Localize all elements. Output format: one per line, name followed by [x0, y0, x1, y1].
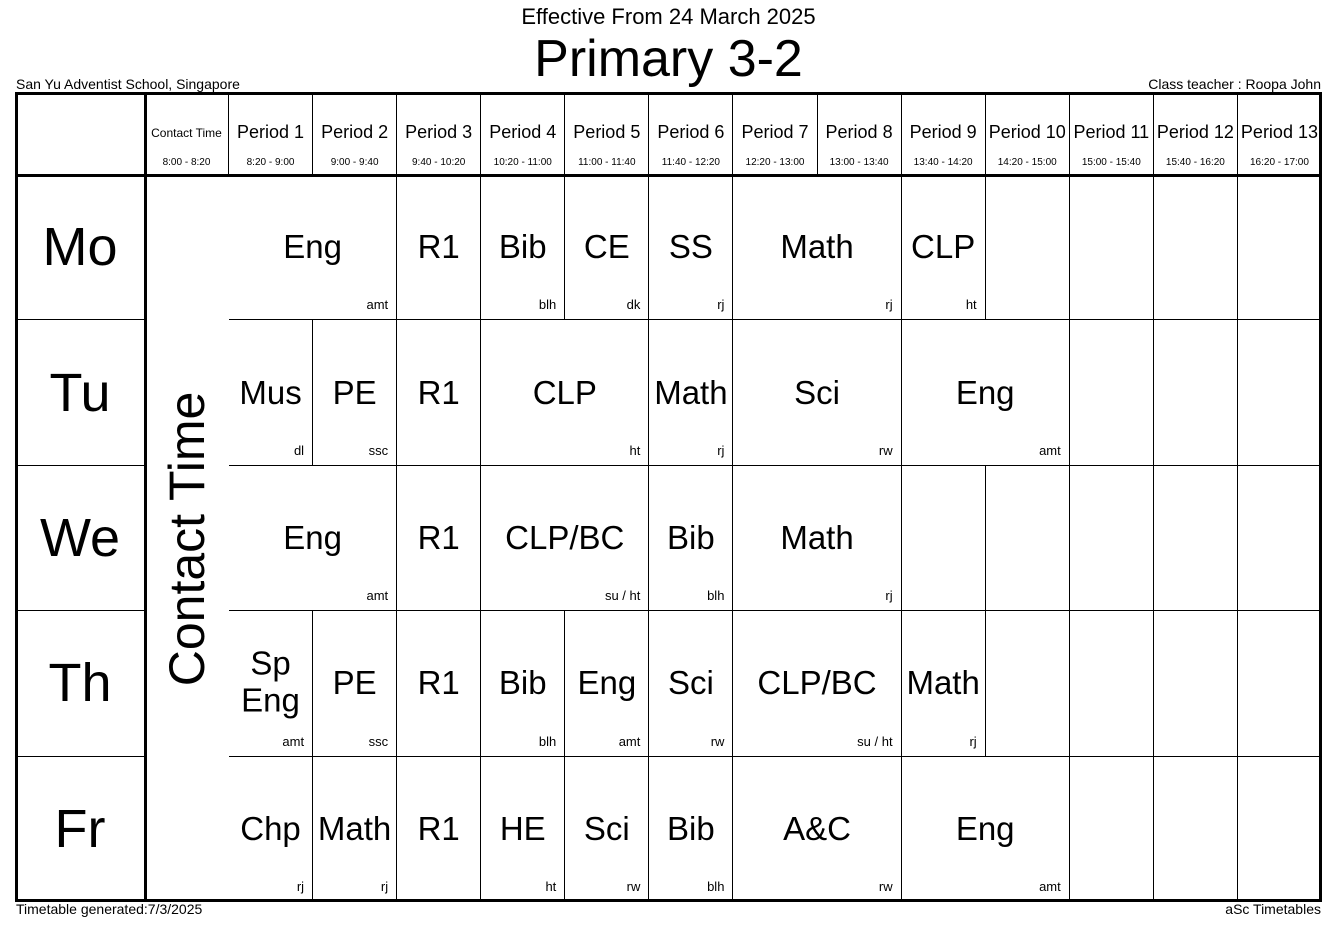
lesson-cell[interactable] — [902, 320, 1070, 465]
lesson-cell[interactable] — [229, 466, 397, 611]
lesson-subject: R1 — [417, 518, 460, 556]
period-name: Period 13 — [1240, 122, 1318, 142]
lesson-teacher: rj — [717, 442, 725, 458]
empty-slot — [1070, 320, 1154, 465]
lesson-subject: R1 — [417, 664, 460, 702]
grid-border — [15, 92, 1322, 95]
lesson-cell[interactable] — [649, 757, 733, 902]
lesson-cell[interactable] — [733, 757, 901, 902]
lesson-subject: PE — [332, 664, 377, 702]
lesson-subject: Eng — [577, 664, 637, 702]
class-teacher: Class teacher : Roopa John — [1148, 76, 1321, 92]
period-name: Period 10 — [988, 122, 1066, 142]
lesson-subject: Bib — [667, 809, 715, 847]
lesson-teacher: su / ht — [857, 733, 893, 749]
empty-slot — [1238, 757, 1322, 902]
lesson-teacher: rj — [717, 297, 725, 313]
lesson-subject: Chp — [240, 809, 301, 847]
lesson-cell[interactable] — [313, 757, 397, 902]
period-time: 15:40 - 16:20 — [1165, 157, 1225, 168]
period-name: Period 5 — [573, 122, 641, 142]
lesson-teacher: amt — [618, 733, 641, 749]
lesson-subject: Bib — [498, 664, 547, 702]
empty-slot — [1238, 175, 1322, 320]
lesson-teacher: amt — [1039, 878, 1061, 894]
day-label: Mo — [15, 175, 145, 320]
lesson-cell[interactable] — [733, 611, 901, 756]
lesson-cell[interactable] — [649, 320, 733, 465]
lesson-cell[interactable] — [229, 611, 313, 756]
grid-border — [15, 174, 1322, 177]
day-label: Tu — [15, 320, 145, 465]
lesson-subject: CE — [583, 227, 630, 265]
period-time: 12:20 - 13:00 — [745, 157, 805, 168]
period-name: Period 6 — [657, 122, 725, 142]
day-label: Fr — [15, 757, 145, 902]
lesson-subject: Sci — [583, 809, 630, 847]
period-time: 15:00 - 15:40 — [1081, 157, 1141, 168]
empty-slot — [986, 611, 1070, 756]
period-header — [1154, 92, 1238, 175]
lesson-cell[interactable] — [229, 175, 397, 320]
lesson-cell[interactable] — [649, 611, 733, 756]
lesson-cell[interactable] — [481, 320, 649, 465]
day-label: We — [15, 466, 145, 611]
period-time: 16:20 - 17:00 — [1249, 157, 1309, 168]
lesson-teacher: rj — [380, 878, 389, 894]
lesson-cell[interactable] — [565, 611, 649, 756]
lesson-cell[interactable] — [313, 320, 397, 465]
lesson-cell[interactable] — [397, 757, 481, 902]
lesson-cell[interactable] — [733, 175, 901, 320]
period-name: Period 1 — [237, 122, 305, 142]
lesson-teacher: ssc — [368, 733, 389, 749]
lesson-cell[interactable] — [565, 757, 649, 902]
lesson-cell[interactable] — [649, 466, 733, 611]
period-name: Period 11 — [1073, 122, 1150, 142]
day-label: Th — [15, 611, 145, 756]
period-name: Period 9 — [909, 122, 977, 142]
lesson-subject: Bib — [667, 518, 715, 556]
lesson-teacher: rw — [710, 733, 725, 749]
period-time: 14:20 - 15:00 — [997, 157, 1057, 168]
period-header — [229, 92, 313, 175]
lesson-subject: Sci — [794, 373, 840, 411]
contact-time-column — [145, 175, 229, 902]
lesson-subject: Eng — [283, 227, 342, 265]
lesson-cell[interactable] — [397, 175, 481, 320]
generated-date: Timetable generated:7/3/2025 — [16, 901, 203, 917]
empty-slot — [1070, 757, 1154, 902]
lesson-teacher: rj — [969, 733, 977, 749]
period-header — [481, 92, 565, 175]
lesson-teacher: amt — [366, 588, 389, 604]
effective-date: Effective From 24 March 2025 — [521, 4, 816, 29]
period-header — [902, 92, 986, 175]
period-time: 8:00 - 8:20 — [162, 157, 211, 168]
empty-slot — [1070, 175, 1154, 320]
lesson-cell[interactable] — [902, 757, 1070, 902]
period-header — [1070, 92, 1154, 175]
lesson-teacher: rw — [626, 878, 641, 894]
period-header — [986, 92, 1070, 175]
lesson-subject: CLP/BC — [505, 518, 625, 556]
lesson-cell[interactable] — [649, 175, 733, 320]
lesson-subject: Bib — [498, 227, 547, 265]
lesson-subject: R1 — [417, 809, 460, 847]
period-name: Period 12 — [1156, 122, 1234, 142]
lesson-cell[interactable] — [397, 466, 481, 611]
lesson-subject: A&C — [783, 809, 851, 847]
period-header — [818, 92, 902, 175]
lesson-subject: Math — [780, 227, 854, 265]
lesson-cell[interactable] — [481, 466, 649, 611]
lesson-teacher: dl — [293, 442, 305, 458]
lesson-cell[interactable] — [397, 611, 481, 756]
lesson-teacher: rw — [878, 442, 893, 458]
empty-slot — [902, 466, 986, 611]
lesson-teacher: ssc — [368, 442, 389, 458]
lesson-cell[interactable] — [565, 175, 649, 320]
period-name: Period 3 — [405, 122, 473, 142]
lesson-cell[interactable] — [481, 757, 565, 902]
lesson-cell[interactable] — [313, 611, 397, 756]
empty-slot — [1154, 757, 1238, 902]
period-name: Period 7 — [741, 122, 809, 142]
period-time: 11:40 - 12:20 — [661, 157, 720, 168]
lesson-teacher: ht — [629, 442, 641, 458]
lesson-teacher: ht — [545, 878, 557, 894]
period-header — [1238, 92, 1322, 175]
lesson-subject: CLP/BC — [757, 664, 877, 702]
lesson-teacher: rw — [878, 878, 893, 894]
period-time: 10:20 - 11:00 — [493, 157, 552, 168]
empty-slot — [1154, 466, 1238, 611]
period-header — [649, 92, 733, 175]
period-time: 13:40 - 14:20 — [913, 157, 973, 168]
lesson-teacher: amt — [1039, 442, 1061, 458]
lesson-subject: Math — [654, 373, 728, 411]
lesson-teacher: ht — [965, 297, 977, 313]
lesson-subject: Math — [780, 518, 854, 556]
lesson-subject: Eng — [283, 518, 342, 556]
lesson-cell[interactable] — [397, 320, 481, 465]
lesson-teacher: blh — [707, 588, 725, 604]
contact-time-label: Contact Time — [159, 391, 215, 686]
lesson-cell[interactable] — [229, 757, 313, 902]
lesson-subject: PE — [332, 373, 377, 411]
lesson-subject: Math — [906, 664, 980, 702]
empty-slot — [1070, 611, 1154, 756]
lesson-teacher: blh — [538, 733, 557, 749]
lesson-subject: CLP — [532, 373, 597, 411]
lesson-subject: HE — [499, 809, 546, 847]
lesson-teacher: amt — [366, 297, 389, 313]
grid-border — [1319, 92, 1322, 902]
empty-slot — [1238, 320, 1322, 465]
lesson-subject: Eng — [955, 809, 1015, 847]
lesson-teacher: dk — [626, 297, 641, 313]
empty-slot — [1238, 611, 1322, 756]
lesson-teacher: rj — [296, 878, 305, 894]
timetable-grid — [15, 92, 1322, 902]
lesson-cell[interactable] — [902, 175, 986, 320]
page-title: Primary 3-2 — [534, 30, 803, 88]
lesson-subject: Sci — [667, 664, 714, 702]
lesson-subject: Sp Eng — [241, 644, 300, 719]
period-header — [397, 92, 481, 175]
lesson-cell[interactable] — [733, 320, 901, 465]
lesson-subject: R1 — [417, 373, 460, 411]
lesson-cell[interactable] — [229, 320, 313, 465]
empty-slot — [1154, 320, 1238, 465]
period-time: 8:20 - 9:00 — [246, 157, 295, 168]
lesson-teacher: blh — [538, 297, 557, 313]
lesson-subject: Eng — [955, 373, 1015, 411]
lesson-cell[interactable] — [733, 466, 901, 611]
empty-slot — [1238, 466, 1322, 611]
empty-slot — [986, 466, 1070, 611]
lesson-cell[interactable] — [481, 175, 565, 320]
period-name: Period 2 — [321, 122, 389, 142]
lesson-teacher: rj — [885, 588, 893, 604]
empty-slot — [1070, 466, 1154, 611]
lesson-teacher: rj — [885, 297, 893, 313]
period-name: Period 8 — [825, 122, 893, 142]
empty-slot — [986, 175, 1070, 320]
lesson-subject: R1 — [417, 227, 460, 265]
period-time: 9:40 - 10:20 — [411, 157, 466, 168]
period-header — [733, 92, 817, 175]
contact-time-header — [145, 92, 229, 175]
lesson-cell[interactable] — [481, 611, 565, 756]
grid-border — [15, 899, 1322, 902]
lesson-teacher: blh — [707, 878, 725, 894]
period-header — [565, 92, 649, 175]
period-name: Period 4 — [489, 122, 557, 142]
lesson-subject: Math — [317, 809, 392, 847]
vendor-label: aSc Timetables — [1225, 901, 1321, 917]
lesson-subject: Mus — [239, 373, 302, 411]
grid-border — [144, 92, 147, 902]
lesson-subject: SS — [668, 227, 713, 265]
period-time: 9:00 - 9:40 — [330, 157, 379, 168]
lesson-teacher: su / ht — [604, 588, 641, 604]
school-name: San Yu Adventist School, Singapore — [16, 76, 240, 92]
lesson-cell[interactable] — [902, 611, 986, 756]
period-time: 13:00 - 13:40 — [829, 157, 889, 168]
lesson-subject: CLP — [911, 227, 976, 265]
empty-slot — [1154, 175, 1238, 320]
period-time: 11:00 - 11:40 — [578, 157, 636, 168]
grid-border — [15, 92, 18, 902]
empty-slot — [1154, 611, 1238, 756]
period-header — [313, 92, 397, 175]
period-name: Contact Time — [151, 126, 222, 140]
lesson-teacher: amt — [282, 733, 305, 749]
